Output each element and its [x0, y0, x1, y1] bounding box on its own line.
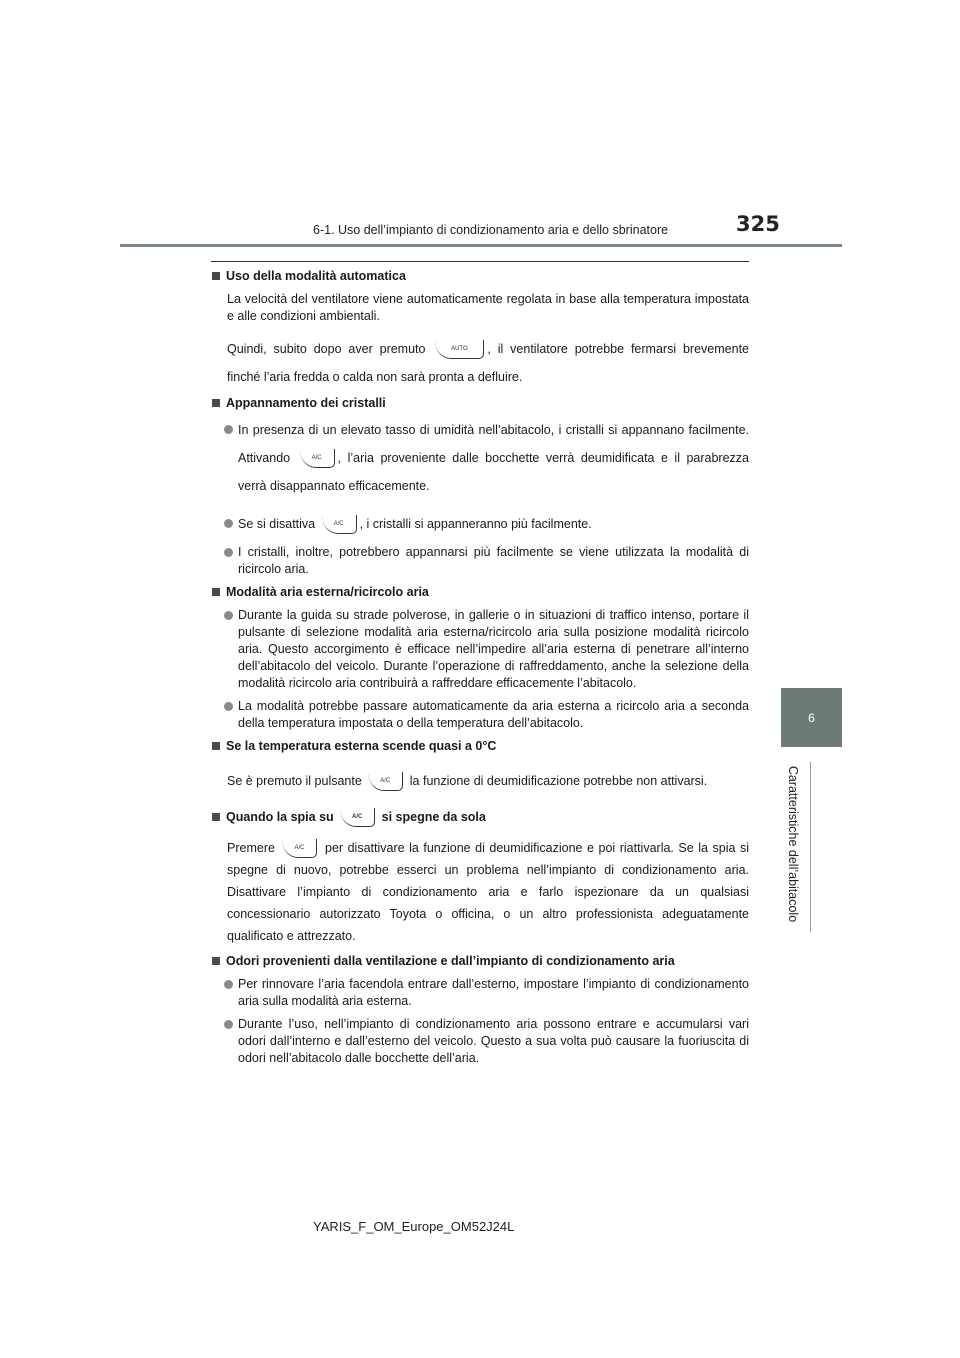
- chapter-side-label-text: Caratteristiche dell’abitacolo: [786, 765, 800, 923]
- bullet-item: In presenza di un elevato tasso di umidità nell’abitacolo, i cristalli si appannano facilmente. Attivando A/C , l’aria proveniente dalle bocchette verrà deumidificata e il parabrezza verrà disappannato efficacemente.: [211, 416, 749, 500]
- ac-button-icon: A/C: [300, 449, 335, 468]
- chapter-side-label: [782, 760, 804, 928]
- section-heading: Appannamento dei cristalli: [211, 395, 749, 412]
- bullet-item: La modalità potrebbe passare automaticamente da aria esterna a ricircolo aria a seconda della temperatura impostata o della temperatura dell’abitacolo.: [211, 698, 749, 732]
- round-bullet-icon: [224, 702, 233, 711]
- round-bullet-icon: [224, 1020, 233, 1029]
- round-bullet-icon: [224, 519, 233, 528]
- chapter-tab-number: 6: [808, 710, 815, 725]
- ac-button-icon: A/C: [368, 772, 403, 791]
- round-bullet-icon: [224, 611, 233, 620]
- page-content: [211, 268, 749, 1067]
- auto-button-icon: AUTO: [435, 340, 484, 359]
- round-bullet-icon: [224, 425, 233, 434]
- section-heading: Modalità aria esterna/ricircolo aria: [211, 584, 749, 601]
- bullet-item: Durante l’uso, nell’impianto di condizionamento aria possono entrare e accumularsi vari odori dall’interno e dall’esterno del veicolo. Questo a sua volta può causare la fuoriuscita di odori nell’abitacolo dalle bocchette dell’aria.: [211, 1016, 749, 1067]
- ac-button-icon: A/C: [282, 839, 317, 858]
- square-bullet-icon: [212, 399, 220, 407]
- bullet-item: Per rinnovare l’aria facendola entrare dall’esterno, impostare l’impianto di condizionamento aria sulla modalità aria esterna.: [211, 976, 749, 1010]
- ac-button-icon: A/C: [322, 515, 357, 534]
- section-heading: Quando la spia su A/C si spegne da sola: [211, 805, 749, 829]
- paragraph: Quindi, subito dopo aver premuto AUTO , il ventilatore potrebbe fermarsi brevemente finché l’aria fredda o calda non sarà pronta a defluire.: [227, 342, 749, 384]
- bullet-item: I cristalli, inoltre, potrebbero appannarsi più facilmente se viene utilizzata la modalità di ricircolo aria.: [211, 544, 749, 578]
- section-heading: Odori provenienti dalla ventilazione e dall’impianto di condizionamento aria: [211, 953, 749, 970]
- round-bullet-icon: [224, 980, 233, 989]
- square-bullet-icon: [212, 957, 220, 965]
- header-rule: [120, 244, 842, 247]
- ac-button-icon: A/C: [340, 808, 375, 827]
- footer-document-code: YARIS_F_OM_Europe_OM52J24L: [313, 1219, 515, 1234]
- round-bullet-icon: [224, 548, 233, 557]
- paragraph: Se è premuto il pulsante A/C la funzione di deumidificazione potrebbe non attivarsi.: [211, 767, 749, 795]
- bullet-item: Se si disattiva A/C , i cristalli si appanneranno più facilmente.: [211, 510, 749, 538]
- square-bullet-icon: [212, 588, 220, 596]
- side-rule: [810, 762, 811, 932]
- content-top-rule: [211, 261, 749, 262]
- paragraph: La velocità del ventilatore viene automaticamente regolata in base alla temperatura impostata e alle condizioni ambientali.: [227, 292, 749, 323]
- chapter-tab: [781, 688, 842, 747]
- square-bullet-icon: [212, 813, 220, 821]
- page-number: 325: [736, 212, 780, 236]
- square-bullet-icon: [212, 272, 220, 280]
- header-section-title: 6-1. Uso dell’impianto di condizionamento aria e dello sbrinatore: [313, 223, 669, 237]
- section-heading: Uso della modalità automatica: [211, 268, 749, 285]
- section-heading: Se la temperatura esterna scende quasi a 0°C: [211, 738, 749, 755]
- paragraph: Premere A/C per disattivare la funzione di deumidificazione e poi riattivarla. Se la spia si spegne di nuovo, potrebbe esserci un problema nell’impianto di condizionamento aria. Disattivare l’impianto di condizionamento aria e farlo ispezionare da un qualsiasi concessionario autorizzato Toyota o officina, o un altro professionista adeguatamente qualificato e attrezzato.: [227, 841, 749, 943]
- square-bullet-icon: [212, 742, 220, 750]
- bullet-item: Durante la guida su strade polverose, in gallerie o in situazioni di traffico intenso, portare il pulsante di selezione modalità aria esterna/ricircolo aria sulla posizione modalità ricircolo aria. Questo accorgimento è efficace nell’impedire all’aria esterna di penetrare all’interno dell’abitacolo del veicolo. Durante l’operazione di raffreddamento, anche la selezione della modalità ricircolo aria contribuirà a raffreddare efficacemente l’abitacolo.: [211, 607, 749, 692]
